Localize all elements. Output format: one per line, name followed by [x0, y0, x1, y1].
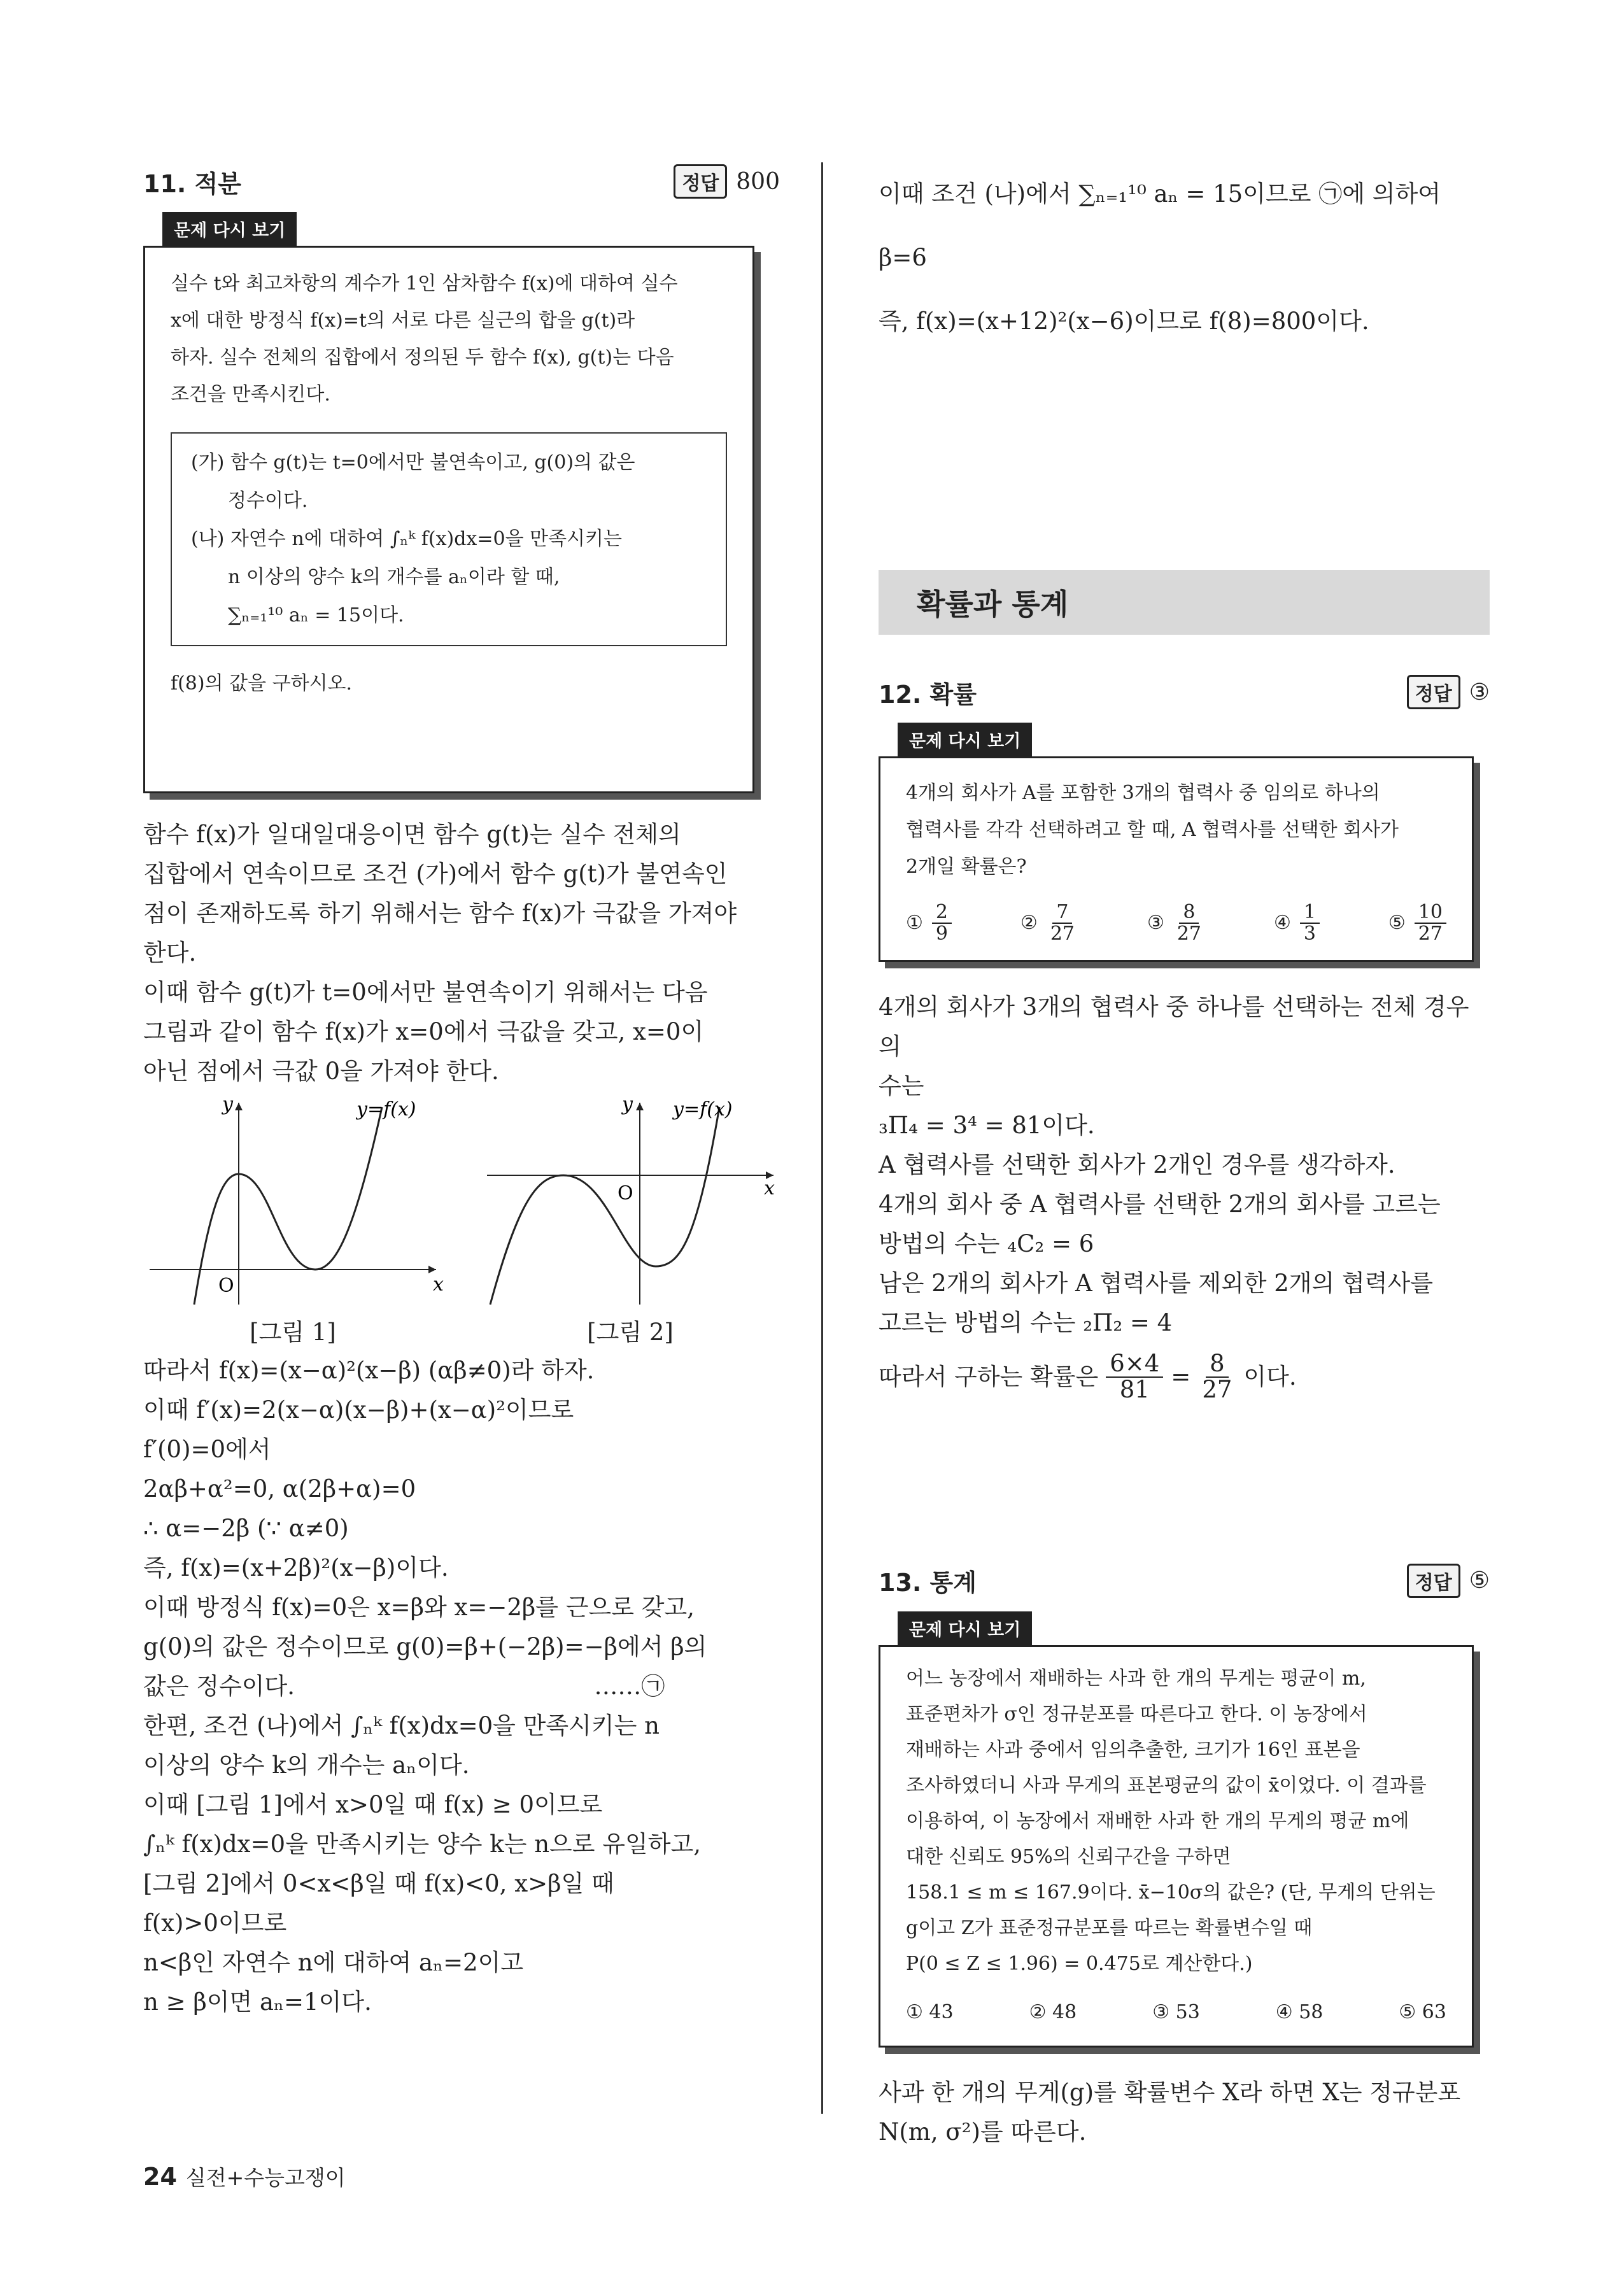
choice-mark: ③	[1147, 911, 1164, 934]
choice-3[interactable]	[1147, 902, 1205, 944]
problem-line: 조사하였더니 사과 무게의 표본평균의 값이 x̄이었다. 이 결과를	[906, 1774, 1427, 1797]
denominator: 9	[935, 922, 948, 945]
graphs	[143, 1093, 780, 1347]
problem-line: P(0 ≤ Z ≤ 1.96) = 0.475로 계산한다.)	[906, 1952, 1253, 1975]
denominator: 81	[1119, 1375, 1150, 1403]
solution-line: 방법의 수는 ₄C₂ = 6	[879, 1230, 1094, 1257]
solution-line: 이때 조건 (나)에서 ∑ₙ₌₁¹⁰ aₙ = 15이므로 ㉠에 의하여 β=6	[879, 180, 1441, 271]
numerator: 8	[1179, 902, 1199, 924]
solution-line: n ≥ β이면 aₙ=1이다.	[143, 1988, 372, 2016]
right-column	[879, 162, 1490, 2152]
q12-solution	[879, 987, 1490, 1403]
choice-list	[906, 902, 1446, 944]
q12-header	[879, 673, 1490, 711]
numerator: 6×4	[1106, 1352, 1163, 1378]
solution-line: A 협력사를 선택한 회사가 2개인 경우를 생각하자.	[879, 1151, 1395, 1178]
answer-value: ⑤	[1469, 1567, 1490, 1594]
problem-line: 협력사를 각각 선택하려고 할 때, A 협력사를 선택한 회사가	[906, 819, 1399, 841]
solution-line: 따라서 f(x)=(x−α)²(x−β) (αβ≠0)라 하자.	[143, 1357, 595, 1384]
answer-tag: 정답	[1407, 675, 1460, 709]
numerator: 7	[1052, 902, 1072, 924]
solution-line: 이때 f′(x)=2(x−α)(x−β)+(x−α)²이므로	[143, 1396, 574, 1424]
choice-fraction	[1300, 902, 1320, 944]
graph-2	[481, 1093, 780, 1347]
curve-label: y=f(x)	[673, 1098, 733, 1121]
graph-2-svg	[481, 1093, 780, 1308]
q12-problem-box	[879, 756, 1474, 962]
review-label: 문제 다시 보기	[162, 212, 297, 246]
solution-line: ₃Π₄ = 3⁴ = 81이다.	[879, 1112, 1095, 1139]
problem-line: 대한 신뢰도 95%의 신뢰구간을 구하면	[906, 1845, 1231, 1868]
q11-problem-box	[143, 246, 754, 793]
answer-tag: 정답	[1407, 1564, 1460, 1598]
q13-header	[879, 1562, 1490, 1600]
q11-answer	[674, 164, 780, 199]
choice-3[interactable]: ③ 53	[1152, 2000, 1200, 2023]
numerator: 1	[1300, 902, 1320, 924]
final-fraction-1	[1106, 1352, 1163, 1403]
problem-line: 2개일 확률은?	[906, 856, 1027, 878]
q11-header	[143, 162, 780, 201]
final-prefix: 따라서 구하는 확률은	[879, 1362, 1099, 1390]
choice-1[interactable]	[906, 902, 952, 944]
graph-2-caption: [그림 2]	[587, 1319, 674, 1346]
solution-line: N(m, σ²)를 따른다.	[879, 2118, 1087, 2146]
q13-title: 13. 통계	[879, 1569, 977, 1597]
answer-value: ③	[1469, 679, 1490, 705]
book-title: 실전+수능고쟁이	[185, 2165, 346, 2190]
y-axis-label: y	[222, 1093, 233, 1115]
solution-line: 집합에서 연속이므로 조건 (가)에서 함수 g(t)가 불연속인	[143, 860, 728, 888]
problem-line: g이고 Z가 표준정규분포를 따르는 확률변수일 때	[906, 1916, 1313, 1939]
left-column	[143, 162, 780, 2022]
q11-solution-b	[143, 1351, 780, 2022]
x-axis-label: x	[433, 1273, 444, 1296]
solution-line: 즉, f(x)=(x+2β)²(x−β)이다.	[143, 1554, 449, 1581]
solution-line: 한편, 조건 (나)에서 ∫ₙᵏ f(x)dx=0을 만족시키는 n	[143, 1712, 660, 1739]
choice-fraction	[1047, 902, 1078, 944]
solution-line: 2αβ+α²=0, α(2β+α)=0	[143, 1475, 416, 1503]
solution-line: ∫ₙᵏ f(x)dx=0을 만족시키는 양수 k는 n으로 유일하고,	[143, 1830, 702, 1858]
solution-line: 4개의 회사 중 A 협력사를 선택한 2개의 회사를 고르는	[879, 1191, 1441, 1218]
choice-4[interactable]	[1274, 902, 1320, 944]
numerator: 8	[1206, 1352, 1229, 1378]
numerator: 10	[1415, 902, 1446, 924]
origin-label: O	[618, 1182, 633, 1205]
denominator: 27	[1418, 922, 1443, 945]
solution-line: 한다.	[143, 939, 197, 966]
problem-line: 표준편차가 σ인 정규분포를 따른다고 한다. 이 농장에서	[906, 1702, 1367, 1725]
solution-line: 수는	[879, 1072, 924, 1100]
condition-line: 정수이다.	[228, 490, 308, 512]
denominator: 27	[1202, 1375, 1232, 1403]
solution-line: f(x)>0이므로	[143, 1909, 287, 1937]
q12-title: 12. 확률	[879, 680, 977, 709]
condition-line: ∑ₙ₌₁¹⁰ aₙ = 15이다.	[228, 604, 404, 626]
problem-line: 하자. 실수 전체의 집합에서 정의된 두 함수 f(x), g(t)는 다음	[171, 346, 674, 369]
choice-2[interactable]	[1020, 902, 1078, 944]
q13-problem-box	[879, 1645, 1474, 2048]
problem-line: 4개의 회사가 A를 포함한 3개의 협력사 중 임의로 하나의	[906, 782, 1380, 804]
solution-line: 고르는 방법의 수는 ₂Π₂ = 4	[879, 1309, 1173, 1336]
solution-line: 이때 함수 g(t)가 t=0에서만 불연속이기 위해서는 다음	[143, 979, 708, 1006]
answer-value: 800	[736, 168, 780, 195]
review-label: 문제 다시 보기	[898, 723, 1032, 756]
choice-mark: ⑤	[1388, 911, 1406, 934]
solution-line: [그림 2]에서 0<x<β일 때 f(x)<0, x>β일 때	[143, 1870, 614, 1897]
final-suffix: 이다.	[1243, 1362, 1297, 1390]
graph-1-svg	[143, 1093, 444, 1308]
q13-solution	[879, 2073, 1490, 2152]
page-number: 24	[143, 2162, 177, 2191]
problem-line: 어느 농장에서 재배하는 사과 한 개의 무게는 평균이 m,	[906, 1667, 1366, 1690]
choice-mark: ①	[906, 911, 923, 934]
solution-line: f′(0)=0에서	[143, 1436, 271, 1463]
graph-1-caption: [그림 1]	[250, 1319, 336, 1346]
condition-line: n 이상의 양수 k의 개수를 aₙ이라 할 때,	[228, 566, 560, 588]
column-divider	[821, 162, 823, 2114]
choice-mark: ②	[1020, 911, 1038, 934]
problem-line: 실수 t와 최고차항의 계수가 1인 삼차함수 f(x)에 대하여 실수	[171, 272, 678, 295]
choice-2[interactable]: ② 48	[1029, 2000, 1077, 2023]
choice-fraction	[932, 902, 952, 944]
page-footer	[143, 2161, 346, 2191]
graph-1	[143, 1093, 444, 1347]
final-answer-line	[879, 1352, 1490, 1403]
condition-line: (나) 자연수 n에 대하여 ∫ₙᵏ f(x)dx=0을 만족시키는	[191, 528, 622, 550]
question-line: f(8)의 값을 구하시오.	[171, 672, 353, 695]
choice-fraction	[1415, 902, 1446, 944]
origin-label: O	[218, 1275, 234, 1297]
choice-5[interactable]: ⑤ 63	[1399, 2000, 1446, 2023]
y-axis-label: y	[622, 1093, 633, 1115]
problem-line: x에 대한 방정식 f(x)=t의 서로 다른 실근의 합을 g(t)라	[171, 309, 635, 332]
q11-solution-c	[879, 162, 1490, 353]
choice-mark: ④	[1273, 911, 1291, 934]
solution-line: 이상의 양수 k의 개수는 aₙ이다.	[143, 1751, 470, 1779]
q11-solution-a	[143, 815, 780, 1091]
x-axis-label: x	[764, 1177, 775, 1199]
answer-tag: 정답	[674, 164, 727, 199]
solution-line: 사과 한 개의 무게(g)를 확률변수 X라 하면 X는 정규분포	[879, 2078, 1461, 2106]
numerator: 2	[932, 902, 952, 924]
section-title: 확률과 통계	[879, 570, 1490, 635]
solution-line: 남은 2개의 회사가 A 협력사를 제외한 2개의 협력사를	[879, 1270, 1433, 1297]
solution-line: 즉, f(x)=(x+12)²(x−6)이므로 f(8)=800이다.	[879, 308, 1369, 335]
solution-line: 그림과 같이 함수 f(x)가 x=0에서 극값을 갖고, x=0이	[143, 1018, 704, 1045]
equals-sign: =	[1171, 1362, 1191, 1390]
choice-1[interactable]: ① 43	[906, 2000, 954, 2023]
solution-line: 아닌 점에서 극값 0을 가져야 한다.	[143, 1058, 499, 1085]
problem-line: 재배하는 사과 중에서 임의추출한, 크기가 16인 표본을	[906, 1738, 1360, 1761]
q13-answer	[1407, 1564, 1490, 1598]
choice-5[interactable]	[1388, 902, 1446, 944]
condition-line: (가) 함수 g(t)는 t=0에서만 불연속이고, g(0)의 값은	[191, 451, 635, 474]
condition-box	[171, 432, 727, 646]
curve-label: y=f(x)	[357, 1098, 416, 1121]
choice-fraction	[1173, 902, 1205, 944]
q12-answer	[1407, 675, 1490, 709]
problem-line: 158.1 ≤ m ≤ 167.9이다. x̄−10σ의 값은? (단, 무게의 단위는	[906, 1881, 1436, 1904]
solution-line: 점이 존재하도록 하기 위해서는 함수 f(x)가 극값을 가져야	[143, 900, 737, 927]
denominator: 27	[1050, 922, 1075, 945]
choice-list	[906, 1995, 1446, 2030]
solution-line: g(0)의 값은 정수이므로 g(0)=β+(−2β)=−β에서 β의	[143, 1633, 707, 1660]
solution-line: 값은 정수이다. ……㉠	[143, 1673, 665, 1700]
solution-line: 이때 방정식 f(x)=0은 x=β와 x=−2β를 근으로 갖고,	[143, 1594, 695, 1621]
solution-line: 4개의 회사가 3개의 협력사 중 하나를 선택하는 전체 경우의	[879, 993, 1469, 1060]
solution-line: n<β인 자연수 n에 대하여 aₙ=2이고	[143, 1949, 524, 1976]
solution-line: 함수 f(x)가 일대일대응이면 함수 g(t)는 실수 전체의	[143, 821, 681, 848]
solution-line: 이때 [그림 1]에서 x>0일 때 f(x) ≥ 0이므로	[143, 1791, 603, 1818]
solution-line: ∴ α=−2β (∵ α≠0)	[143, 1515, 349, 1542]
denominator: 27	[1176, 922, 1202, 945]
final-fraction-2	[1198, 1352, 1236, 1403]
choice-4[interactable]: ④ 58	[1275, 2000, 1324, 2023]
problem-line: 조건을 만족시킨다.	[171, 383, 330, 406]
q11-title: 11. 적분	[143, 169, 241, 198]
review-label: 문제 다시 보기	[898, 1611, 1032, 1645]
denominator: 3	[1303, 922, 1316, 945]
problem-line: 이용하여, 이 농장에서 재배한 사과 한 개의 무게의 평균 m에	[906, 1809, 1409, 1832]
